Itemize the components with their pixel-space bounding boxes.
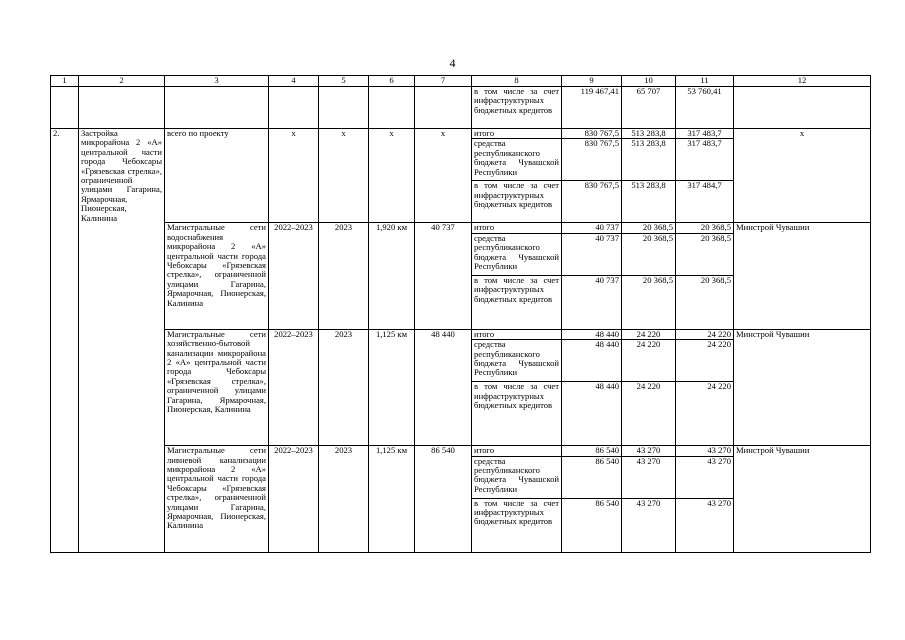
funding-source: итого — [472, 223, 562, 233]
carry-over-row — [51, 87, 871, 129]
amount-2023: 43 270 — [676, 498, 734, 552]
construction-period: х — [269, 129, 319, 223]
column-number: 12 — [734, 76, 871, 87]
funding-source: итого — [472, 329, 562, 339]
amount-total: 86 540 — [562, 498, 622, 552]
amount-2022: 43 270 — [622, 498, 676, 552]
object-total-row — [51, 446, 871, 456]
object-name: Магистральные сети хозяйственно-бытовой канализации микрорайона 2 «А» центральной части города Чебоксары «Грязевская стрелка», ограниченной улицами Гагарина, Ярмарочная, Пионерская, Калинина — [165, 329, 269, 445]
column-number: 3 — [165, 76, 269, 87]
amount-total: 86 540 — [562, 456, 622, 498]
funding-source: в том числе за счет инфраструктурных бюджетных кредитов — [472, 181, 562, 223]
column-number: 2 — [79, 76, 165, 87]
project-name: Застройка микрорайона 2 «А» центральной части города Чебоксары «Грязевская стрелка», ограниченной улицами Гагарина, Ярмарочная, Пионерская, Калинина — [79, 129, 165, 553]
completion-year: х — [319, 129, 369, 223]
construction-period: 2022–2023 — [269, 446, 319, 552]
construction-period: 2022–2023 — [269, 329, 319, 445]
funding-source: в том числе за счет инфраструктурных бюджетных кредитов — [472, 498, 562, 552]
executor: Минстрой Чувашии — [734, 329, 871, 445]
capacity: 1,920 км — [369, 223, 415, 329]
estimated-cost: 86 540 — [415, 446, 472, 552]
amount-2023: 20 368,5 — [676, 275, 734, 329]
funding-source: средства республиканского бюджета Чувашской Республики — [472, 340, 562, 382]
estimated-cost: х — [415, 129, 472, 223]
estimated-cost: 40 737 — [415, 223, 472, 329]
amount-2023: 20 368,5 — [676, 223, 734, 233]
amount-total: 830 767,5 — [562, 139, 622, 181]
amount-total: 48 440 — [562, 340, 622, 382]
amount-2023: 53 760,41 — [676, 87, 734, 129]
amount-2022: 513 283,8 — [622, 181, 676, 223]
amount-2022: 43 270 — [622, 446, 676, 456]
construction-period: 2022–2023 — [269, 223, 319, 329]
executor: х — [734, 129, 871, 223]
amount-total: 40 737 — [562, 275, 622, 329]
funding-source: итого — [472, 446, 562, 456]
object-total-row — [51, 329, 871, 339]
amount-2022: 24 220 — [622, 340, 676, 382]
column-number: 9 — [562, 76, 622, 87]
executor: Минстрой Чувашии — [734, 446, 871, 552]
funding-source: итого — [472, 129, 562, 139]
amount-2023: 24 220 — [676, 340, 734, 382]
amount-2022: 43 270 — [622, 456, 676, 498]
object-name: Магистральные сети водоснабжения микрорайона 2 «А» центральной части города Чебоксары «Грязевская стрелка», ограниченной улицами Гагарина, Ярмарочная, Пионерская, Калинина — [165, 223, 269, 329]
column-number: 4 — [269, 76, 319, 87]
capacity: 1,125 км — [369, 329, 415, 445]
column-number: 6 — [369, 76, 415, 87]
amount-total: 40 737 — [562, 223, 622, 233]
amount-total: 48 440 — [562, 329, 622, 339]
amount-2023: 317 483,7 — [676, 139, 734, 181]
column-number: 8 — [472, 76, 562, 87]
page-number: 4 — [449, 56, 456, 70]
column-number-row — [51, 76, 871, 87]
column-number: 11 — [676, 76, 734, 87]
amount-2022: 65 707 — [622, 87, 676, 129]
amount-2023: 317 483,7 — [676, 129, 734, 139]
funding-source: средства республиканского бюджета Чувашской Республики — [472, 233, 562, 275]
funding-source: в том числе за счет инфраструктурных бюджетных кредитов — [472, 382, 562, 446]
column-number: 1 — [51, 76, 79, 87]
funding-source: в том числе за счет инфраструктурных бюджетных кредитов — [472, 275, 562, 329]
amount-total: 830 767,5 — [562, 181, 622, 223]
amount-2022: 20 368,5 — [622, 275, 676, 329]
amount-2023: 24 220 — [676, 382, 734, 446]
amount-2023: 43 270 — [676, 456, 734, 498]
amount-2023: 20 368,5 — [676, 233, 734, 275]
amount-total: 86 540 — [562, 446, 622, 456]
estimated-cost: 48 440 — [415, 329, 472, 445]
amount-total: 830 767,5 — [562, 129, 622, 139]
amount-2022: 24 220 — [622, 382, 676, 446]
program-table — [50, 75, 871, 553]
amount-2022: 513 283,8 — [622, 139, 676, 181]
project-total-row — [51, 129, 871, 139]
funding-source: средства республиканского бюджета Чувашской Республики — [472, 139, 562, 181]
executor: Минстрой Чувашии — [734, 223, 871, 329]
capacity: х — [369, 129, 415, 223]
funding-source: средства республиканского бюджета Чувашской Республики — [472, 456, 562, 498]
amount-total: 40 737 — [562, 233, 622, 275]
amount-total: 119 467,41 — [562, 87, 622, 129]
amount-2022: 24 220 — [622, 329, 676, 339]
capacity: 1,125 км — [369, 446, 415, 552]
amount-2022: 20 368,5 — [622, 233, 676, 275]
completion-year: 2023 — [319, 446, 369, 552]
column-number: 5 — [319, 76, 369, 87]
funding-source: в том числе за счет инфраструктурных бюджетных кредитов — [472, 87, 562, 129]
amount-2023: 24 220 — [676, 329, 734, 339]
completion-year: 2023 — [319, 329, 369, 445]
amount-2022: 513 283,8 — [622, 129, 676, 139]
object-name: Магистральные сети ливневой канализации микрорайона 2 «А» центральной части города Чебоксары «Грязевская стрелка», ограниченной улицами Гагарина, Ярмарочная, Пионерская, Калинина — [165, 446, 269, 552]
object-total-row — [51, 223, 871, 233]
object-name: всего по проекту — [165, 129, 269, 223]
column-number: 7 — [415, 76, 472, 87]
amount-total: 48 440 — [562, 382, 622, 446]
row-number: 2. — [51, 129, 79, 553]
amount-2023: 317 484,7 — [676, 181, 734, 223]
completion-year: 2023 — [319, 223, 369, 329]
column-number: 10 — [622, 76, 676, 87]
amount-2023: 43 270 — [676, 446, 734, 456]
amount-2022: 20 368,5 — [622, 223, 676, 233]
